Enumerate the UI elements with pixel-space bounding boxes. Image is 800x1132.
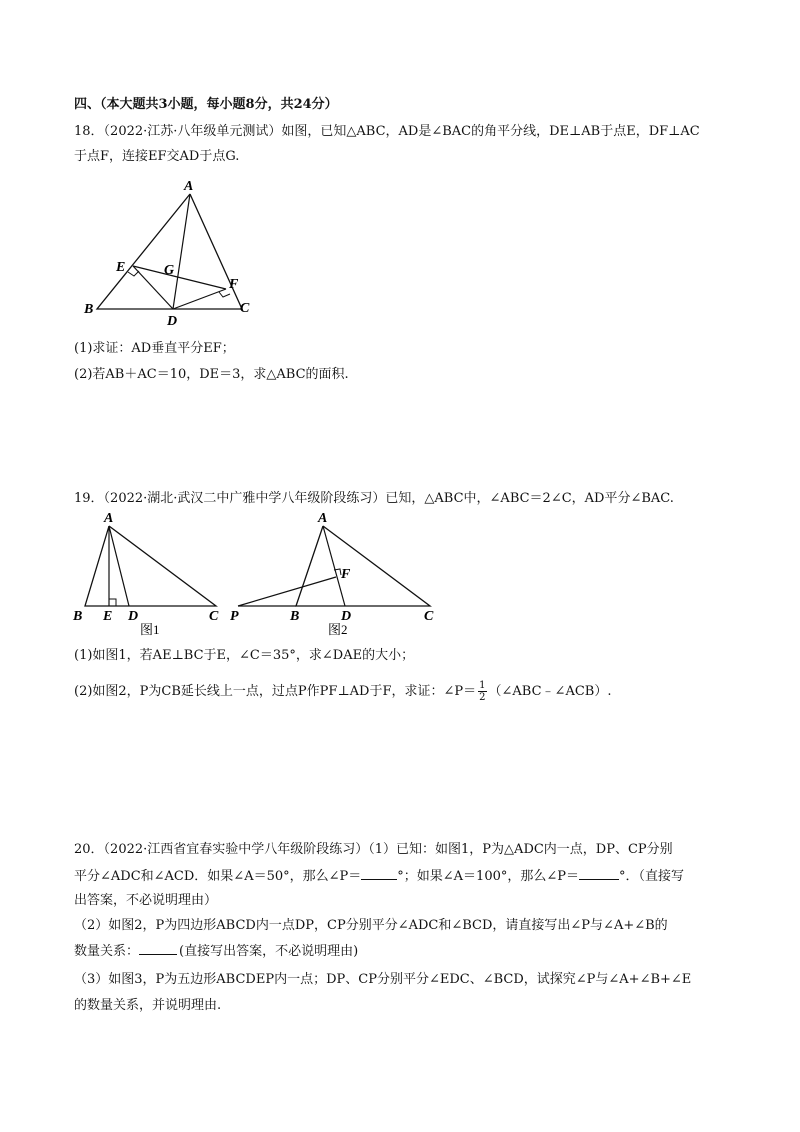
q19-fig2-caption: 图2 <box>328 622 348 637</box>
q18-label-g: G <box>164 263 175 278</box>
q20-part3-line: （3）如图3，P为五边形ABCDEP内一点；DP、CP分别平分∠EDC、∠BCD，试探究∠P与∠A+∠B+∠E <box>74 972 692 987</box>
q20-part2-line: （2）如图2，P为四边形ABCD内一点DP，CP分别平分∠ADC和∠BCD，请直接写出∠P与∠A+∠B的 <box>74 918 668 933</box>
q19-fig2-label-f: F <box>341 567 351 582</box>
q20-part2-answer-line <box>74 942 358 961</box>
q19-fig1-triangle <box>85 526 216 606</box>
q20-part3-line-2: 的数量关系，并说明理由. <box>74 998 222 1013</box>
q19-figure-2 <box>228 512 448 640</box>
q18-label-c: C <box>240 301 250 316</box>
q18-source: （2022·江苏·八年级单元测试） <box>103 124 282 139</box>
q18-figure <box>80 172 260 332</box>
q18-right-angle-f <box>219 292 230 297</box>
q19-half-fraction <box>478 680 486 703</box>
section-title: 四、（本大题共3小题，每小题8分，共24分） <box>74 97 338 112</box>
q20-line2 <box>74 867 684 886</box>
q20-answer-blank-2 <box>579 867 619 880</box>
q20-number: 20． <box>74 842 104 857</box>
q19-fig2-triangle <box>296 526 430 606</box>
q19-fig1-label-c: C <box>209 609 219 624</box>
q18-part2: (2)若AB＋AC＝10，DE＝3，求△ABC的面积. <box>74 367 349 382</box>
q18-label-d: D <box>167 314 178 329</box>
q20-line2-text-c: °．（直接写 <box>619 869 685 884</box>
q19-fig1-label-b: B <box>73 609 83 624</box>
q19-fraction-denominator: 2 <box>479 692 486 703</box>
q20-source: （2022·江西省宜春实验中学八年级阶段练习） <box>103 842 369 857</box>
q18-statement-1: 如图，已知△ABC，AD是∠BAC的角平分线，DE⊥AB于点E，DF⊥AC <box>281 124 700 139</box>
q20-line1 <box>74 841 673 859</box>
q20-line3: 出答案，不必说明理由） <box>74 893 218 908</box>
q18-segment-ef <box>133 266 226 289</box>
q20-line5-text-b: (直接写出答案，不必说明理由) <box>179 944 359 959</box>
q19-part1: (1)如图1，若AE⊥BC于E，∠C＝35°，求∠DAE的大小； <box>74 648 415 663</box>
q19-line1 <box>74 490 674 508</box>
q19-fig2-label-a: A <box>318 511 328 526</box>
q18-label-f: F <box>229 277 239 292</box>
q19-fig1-label-e: E <box>103 609 113 624</box>
q19-fig2-label-c: C <box>424 609 434 624</box>
q20-answer-blank-1 <box>361 867 397 880</box>
q18-statement-2: 于点F，连接EF交AD于点G. <box>74 149 240 164</box>
q18-label-e: E <box>116 260 126 275</box>
q19-part2 <box>74 680 611 704</box>
q19-statement: 已知，△ABC中，∠ABC＝2∠C，AD平分∠BAC. <box>385 491 674 506</box>
q19-source: （2022·湖北·武汉二中广雅中学八年级阶段练习） <box>103 491 386 506</box>
q19-fig1-right-angle <box>109 599 116 606</box>
q19-fig2-label-d: D <box>341 609 352 624</box>
q19-number: 19． <box>74 491 104 506</box>
q19-part2-text-b: （∠ABC﹣∠ACB）. <box>488 684 612 699</box>
q18-label-b: B <box>84 302 94 317</box>
q19-part2-text-a: (2)如图2，P为CB延长线上一点，过点P作PF⊥AD于F，求证：∠P＝ <box>74 684 477 699</box>
q18-line1 <box>74 123 700 141</box>
q20-line2-text-b: °；如果∠A＝100°，那么∠P＝ <box>397 869 579 884</box>
q19-fig1-label-a: A <box>104 511 114 526</box>
q20-line2-text-a: 平分∠ADC和∠ACD．如果∠A＝50°，那么∠P＝ <box>74 869 362 884</box>
q19-fig2-segment-pf <box>238 577 336 606</box>
q18-number: 18． <box>74 124 104 139</box>
q18-right-angle-e <box>128 271 139 276</box>
q20-answer-blank-3 <box>139 942 177 955</box>
q19-fig2-segment-ad <box>323 526 345 606</box>
q19-fraction-numerator: 1 <box>479 680 486 691</box>
q19-fig1-label-d: D <box>128 609 139 624</box>
q19-fig1-caption: 图1 <box>140 622 160 637</box>
q19-figure-1 <box>70 512 230 640</box>
q18-label-a: A <box>184 179 194 194</box>
q19-fig2-label-p: P <box>230 609 239 624</box>
q20-line5-text-a: 数量关系： <box>74 944 140 959</box>
q18-part1: (1)求证：AD垂直平分EF； <box>74 341 235 356</box>
q20-statement-1: （1）已知：如图1，P为△ADC内一点，DP、CP分别 <box>368 842 673 857</box>
q19-fig2-label-b: B <box>290 609 300 624</box>
q18-segment-df <box>173 289 226 309</box>
